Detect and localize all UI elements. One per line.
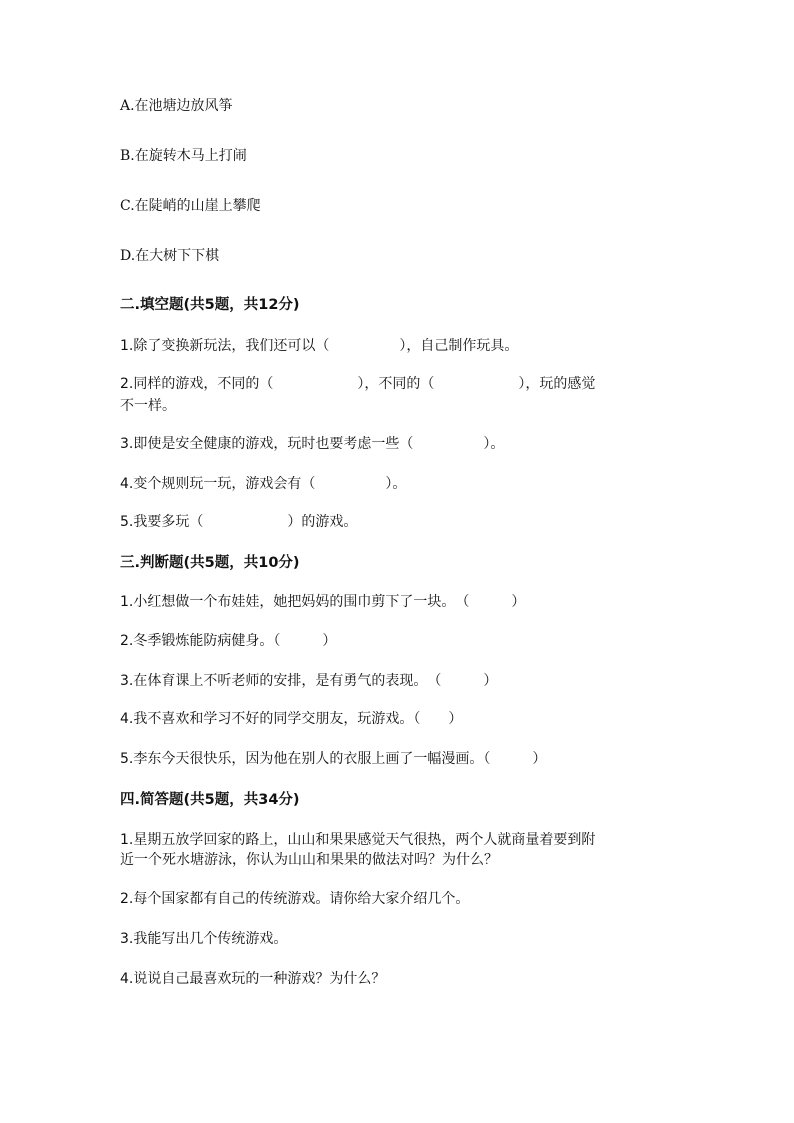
fill-blank-question-2-line-1: 2.同样的游戏，不同的（ ），不同的（ ），玩的感觉 xyxy=(120,376,596,392)
short-answer-question-3: 3.我能写出几个传统游戏。 xyxy=(120,931,288,947)
true-false-question-2: 2.冬季锻炼能防病健身。（ ） xyxy=(120,633,337,649)
true-false-question-5: 5.李东今天很快乐，因为他在别人的衣服上画了一幅漫画。（ ） xyxy=(120,751,547,767)
option-d: D.在大树下下棋 xyxy=(120,248,220,264)
option-a: A.在池塘边放风筝 xyxy=(120,98,233,114)
fill-blank-question-5: 5.我要多玩（ ）的游戏。 xyxy=(120,514,358,530)
short-answer-question-4: 4.说说自己最喜欢玩的一种游戏？为什么？ xyxy=(120,971,386,987)
fill-blank-question-1: 1.除了变换新玩法，我们还可以（ ），自己制作玩具。 xyxy=(120,338,519,354)
true-false-question-4: 4.我不喜欢和学习不好的同学交朋友，玩游戏。（ ） xyxy=(120,711,463,727)
option-c: C.在陡峭的山崖上攀爬 xyxy=(120,198,261,214)
true-false-question-3: 3.在体育课上不听老师的安排，是有勇气的表现。 （ ） xyxy=(120,673,498,689)
short-answer-question-1-line-1: 1.星期五放学回家的路上，山山和果果感觉天气很热，两个人就商量着要到附 xyxy=(120,832,596,848)
section-heading-short-answer: 四.简答题(共5题，共34分) xyxy=(120,792,300,808)
section-heading-fill-blank: 二.填空题(共5题，共12分) xyxy=(120,297,300,313)
true-false-question-1: 1.小红想做一个布娃娃，她把妈妈的围巾剪下了一块。 （ ） xyxy=(120,594,526,610)
short-answer-question-1-line-2: 近一个死水塘游泳，你认为山山和果果的做法对吗？为什么？ xyxy=(120,852,498,868)
fill-blank-question-4: 4.变个规则玩一玩，游戏会有（ ）。 xyxy=(120,476,407,492)
fill-blank-question-2-line-2: 不一样。 xyxy=(120,398,176,414)
section-heading-true-false: 三.判断题(共5题，共10分) xyxy=(120,555,300,571)
fill-blank-question-3: 3.即使是安全健康的游戏，玩时也要考虑一些（ ）。 xyxy=(120,436,505,452)
short-answer-question-2: 2.每个国家都有自己的传统游戏。请你给大家介绍几个。 xyxy=(120,891,470,907)
option-b: B.在旋转木马上打闹 xyxy=(120,148,247,164)
